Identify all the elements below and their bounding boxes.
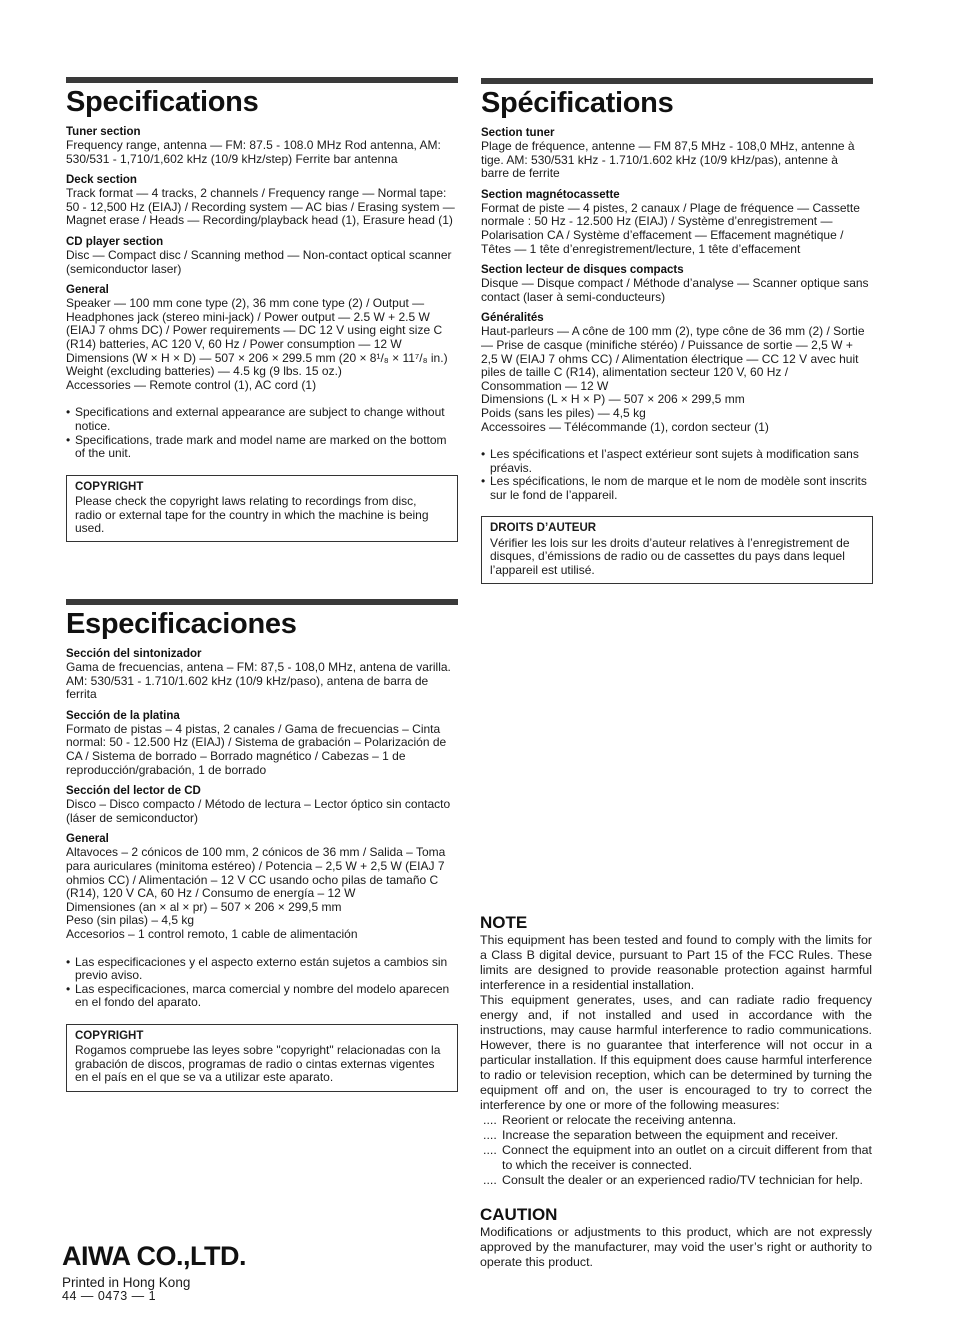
spec-line: Frequency range, antenna — FM: 87.5 - 108.0 MHz Rod antenna, AM: [66,138,441,152]
section-body [481,325,873,434]
spec-line: Altavoces – 2 cónicos de 100 mm, 2 cónicos de 36 mm / Salida – Toma [66,845,446,860]
spec-line: Speaker — 100 mm cone type (2), 36 mm cone type (2) / Output — [66,296,425,311]
bullet-item [66,983,458,1010]
measure-item [480,1113,872,1128]
spec-line: Magnet erase / Heads — Recording/playback head (1), Erasure head (1) [66,213,453,228]
bullet-line: sur le fond de l’appareil. [490,487,618,502]
spec-line: (R14) batteries, AC 120 V, 60 Hz / Power consumption — 12 W [66,336,402,351]
measure-item [480,1143,872,1173]
copyright-text [75,495,449,535]
english-title: Specifications [66,86,259,118]
spec-line: contact (laser à semi-conducteurs) [481,289,666,304]
spec-line: Accesorios – 1 control remoto, 1 cable de alimentación [66,926,358,941]
company-name: AIWA CO.,LTD. [62,1241,246,1271]
spec-line: (láser de semiconductor) [66,810,199,825]
section-heading: Tuner section [66,126,141,138]
measure-text: Increase the separation between the equipment and receiver. [502,1128,839,1142]
spec-line: Headphones jack (stereo mini-jack) / Power output — 2.5 W + 2.5 W [66,309,430,324]
spec-line: Disco – Disco compacto / Método de lectura – Lector óptico sin contacto [66,797,451,812]
section-body [481,277,873,304]
copyright-line: disques, d’émissions de radio ou de cassettes du pays dans lequel [490,549,845,564]
section-heading: Sección del sintonizador [66,648,202,660]
section-heading: Section tuner [481,127,555,139]
spec-line: piles de taille C (R14), alimentation secteur 120 V, 60 Hz / [481,365,789,380]
document-code: 44 — 0473 — 1 [62,1289,157,1303]
spec-line: Plage de fréquence, antenne — FM 87,5 MHz - 108,0 MHz, antenne à [481,139,855,153]
bullet-line: notice. [75,418,111,433]
section-body [481,202,873,256]
section-heading: Section magnétocassette [481,188,620,201]
printed-in: Printed in Hong Kong [62,1275,191,1290]
spec-line: Poids (sans les piles) — 4,5 kg [481,405,646,420]
footer [62,1241,362,1303]
spec-line: Têtes — 1 tête d’enregistrement/lecture, 1 tête d’effacement [481,241,801,256]
spec-line: (R14), 120 V CA, 60 Hz / Consumo de energía – 12 W [66,886,356,901]
spec-line: (EIAJ 7 ohms DC) / Power requirements — DC 12 V using eight size C [66,323,443,338]
section-heading: Sección del lector de CD [66,785,201,798]
section-body [66,846,458,941]
spec-line: Dimensiones (an × al × pr) – 507 × 206 × 299,5 mm [66,899,342,914]
spec-line: Accessoires — Télécommande (1), cordon secteur (1) [481,419,769,434]
spec-line: (semiconductor laser) [66,261,182,276]
fcc-note [480,913,872,1188]
bullet-item [481,448,873,475]
measure-text: Reorient or relocate the receiving antenna. [502,1113,737,1127]
section-rule [66,599,458,605]
spanish-sections [66,648,458,942]
copyright-heading: COPYRIGHT [75,480,144,493]
spec-line: Track format — 4 tracks, 2 channels / Frequency range — Normal tape: [66,186,447,201]
measure-dots: .... [483,1173,497,1187]
spec-line: Accessories — Remote control (1), AC cord (1) [66,377,317,392]
spec-line: Format de piste — 4 pistes, 2 canaux / Plage de fréquence — Cassette [481,200,860,215]
english-sections [66,126,458,392]
spec-line: reproducción/grabación, 1 de borrado [66,762,267,777]
spec-line: 530/531 - 1,710/1,602 kHz (10/9 kHz/step) Ferrite bar antenna [66,151,398,166]
section-heading: Section lecteur de disques compacts [481,264,684,277]
spec-line: Weight (excluding batteries) — 4.5 kg (9 lbs. 15 oz.) [66,364,342,379]
section-rule [66,77,458,83]
bullet-line: en el fondo del aparato. [75,995,202,1010]
bullet-line: • Specifications and external appearance are subject to change without [75,405,445,420]
spec-line: Peso (sin pilas) – 4,5 kg [66,913,195,928]
copyright-heading: COPYRIGHT [75,1029,144,1042]
bullet-item [66,434,458,461]
english-copyright-box [66,475,458,543]
measure-item [480,1128,872,1143]
caution-section [480,1205,872,1270]
bullet-line: • Las especificaciones, marca comercial y nombre del modelo aparecen [75,981,450,996]
french-sections [481,127,873,434]
spec-line: Disc — Compact disc / Scanning method — Non-contact optical scanner [66,247,452,262]
spec-line: Gama de frecuencias, antena – FM: 87,5 - 108,0 MHz, antena de varilla. [66,660,451,674]
spec-line: Consommation — 12 W [481,378,609,393]
section-heading: CD player section [66,235,164,248]
bullet-item [66,406,458,433]
spec-line: normale : 50 Hz - 12.500 Hz (EIAJ) / Système d’enregistrement — [481,214,833,229]
section-body [481,140,873,181]
note-title: NOTE [480,913,528,932]
section-heading: General [66,284,109,297]
bullet-line: préavis. [490,460,533,475]
section-heading: Sección de la platina [66,709,180,722]
copyright-text [490,537,864,577]
measure-text: Consult the dealer or an experienced radio/TV technician for help. [502,1173,863,1187]
copyright-line: used. [75,520,105,535]
measure-dots: .... [483,1128,497,1142]
spec-line: Dimensions (W × H × D) — 507 × 206 × 299.5 mm (20 × 8¹/₈ × 11⁷/₈ in.) [66,350,448,365]
bullet-line: • Las especificaciones y el aspecto externo están sujetos a cambios sin [75,954,448,969]
spec-line: — Prise de casque (minifiche stéréo) / Puissance de sortie — 2,5 W + [481,337,853,352]
spec-line: Polarisation CA / Système d’effacement — Effacement magnétique / [481,227,844,242]
spec-line: barre de ferrite [481,166,560,181]
copyright-line: en el país en el que se va a utilizar este aparato. [75,1070,334,1085]
measure-dots: .... [483,1113,497,1127]
copyright-line: l’appareil est utilisé. [490,562,595,577]
note-measures [480,1113,872,1188]
spec-line: normal: 50 - 12.500 Hz (EIAJ) / Sistema de grabación – Polarización de [66,735,447,750]
spanish-copyright-box [66,1024,458,1092]
measure-item [480,1173,872,1188]
spanish-title: Especificaciones [66,608,297,640]
bullet-line: • Specifications, trade mark and model name are marked on the bottom [75,432,447,447]
bullet-line: previo aviso. [75,968,143,983]
section-heading: Généralités [481,312,544,325]
note-paragraph-2: This equipment generates, uses, and can radiate radio frequency energy and, if not installed and used in accordance with the instructions, may cause harmful interference to radio communications. However, there is no guarantee that interference will not occur in a particular installation. If this equipment does cause harmful interference to radio or television reception, which can be determined by turning the equipment off and on, the user is encouraged to try to correct the interference by one or more of the following measures: [480,993,872,1112]
english-column [66,77,458,542]
section-body [66,139,458,166]
spec-line: Disque — Disque compact / Méthode d’analyse — Scanner optique sans [481,276,869,291]
spanish-bullets [66,956,458,1010]
bullet-line: • Les spécifications, le nom de marque et le nom de modèle sont inscrits [490,474,867,489]
section-body [66,661,458,702]
section-body [66,187,458,228]
section-heading: Deck section [66,174,137,187]
french-title: Spécifications [481,87,674,119]
caution-text: Modifications or adjustments to this product, which are not expressly approved by the manufacturer, may void the user’s right or authority to operate this product. [480,1225,872,1269]
spec-line: para auriculares (minitoma estéreo) / Potencia – 2,5 W + 2,5 W (EIAJ 7 [66,858,445,873]
spec-line: Haut-parleurs — A cône de 100 mm (2), type cône de 36 mm (2) / Sortie [481,324,865,339]
section-body [66,249,458,276]
spec-line: 2,5 W (EIAJ 7 ohms CC) / Alimentation électrique — CC 12 V avec huit [481,351,859,366]
bullet-item [481,475,873,502]
spanish-column [66,599,458,1092]
measure-dots: .... [483,1143,497,1157]
measure-text: Connect the equipment into an outlet on a circuit different from that to which the receiver is connected. [502,1143,872,1172]
copyright-heading: DROITS D’AUTEUR [490,522,597,535]
copyright-line: radio or external tape for the country in which the machine is being [75,507,429,522]
bullet-line: of the unit. [75,446,132,461]
bullet-line: • Les spécifications et l’aspect extérieur sont sujets à modification sans [490,447,859,462]
french-bullets [481,448,873,502]
spec-line: AM: 530/531 - 1.710/1.602 kHz (10/9 kHz/paso), antena de barra de [66,673,429,688]
note-paragraph-1: This equipment has been tested and found to comply with the limits for a Class B digital device, pursuant to Part 15 of the FCC Rules. These limits are designed to provide reasonable protection against harmful interference in a residential installation. [480,933,872,992]
spec-line: 50 - 12,500 Hz (EIAJ) / Recording system — AC bias / Erasing system — [66,199,455,214]
spec-line: Dimensions (L × H × P) — 507 × 206 × 299,5 mm [481,392,745,407]
section-body [66,297,458,392]
copyright-line: Vérifier les lois sur les droits d’auteur relatives à l’enregistrement de [490,535,850,550]
spec-line: ferrita [66,687,97,702]
spec-line: Formato de pistas – 4 pistas, 2 canales / Gama de frecuencias – Cinta [66,721,441,736]
section-rule [481,78,873,84]
bullet-item [66,956,458,983]
english-bullets [66,406,458,460]
spec-line: tige. AM: 530/531 kHz - 1.710/1.602 kHz (10/9 kHz/pas), antenne à [481,152,838,167]
copyright-line: Please check the copyright laws relating to recordings from disc, [75,494,417,509]
copyright-text [75,1044,449,1084]
section-body [66,798,458,825]
french-column [481,78,873,584]
caution-title: CAUTION [480,1205,558,1224]
french-copyright-box [481,516,873,584]
section-heading: General [66,833,109,846]
spec-line: CA / Sistema de borrado – Borrado magnético / Cabezas – 1 de [66,748,406,763]
section-body [66,723,458,777]
copyright-line: grabación de discos, programas de radio o cintas externas vigentes [75,1056,435,1071]
copyright-line: Rogamos compruebe las leyes sobre "copyright" relacionadas con la [75,1043,441,1058]
spec-line: ohmios CC) / Alimentación – 12 V CC usando ocho pilas de tamaño C [66,872,439,887]
